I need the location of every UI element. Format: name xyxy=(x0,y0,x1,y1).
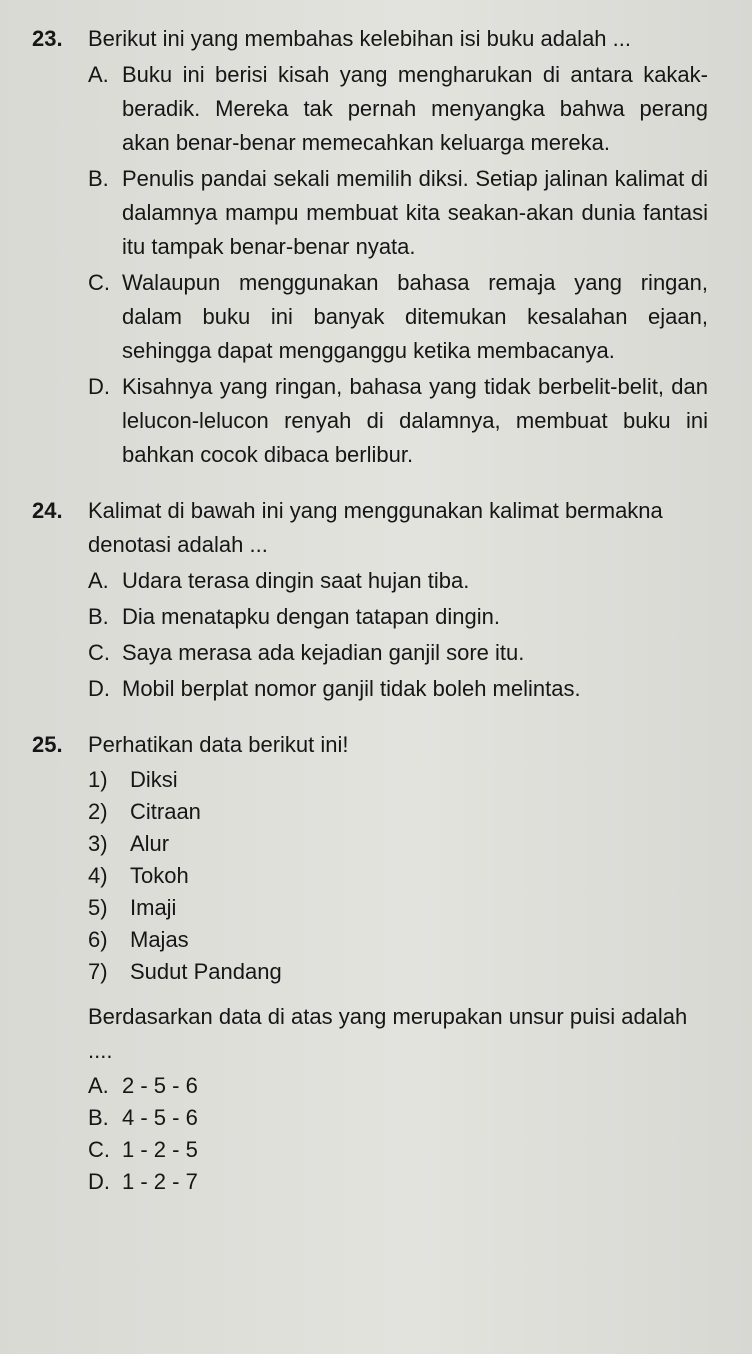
option-b xyxy=(88,600,708,634)
question-24 xyxy=(32,494,724,706)
option-letter: A. xyxy=(88,1073,109,1098)
option-text: Penulis pandai sekali memilih diksi. Setiap jalinan kalimat di dalamnya mampu membuat kita seakan-akan dunia fantasi itu tampak benar-benar nyata. xyxy=(122,166,708,259)
question-number: 25. xyxy=(32,732,63,757)
option-letter: A. xyxy=(88,568,109,593)
option-letter: D. xyxy=(88,676,110,701)
list-number: 3) xyxy=(88,831,108,856)
question-number: 24. xyxy=(32,498,63,523)
list-item xyxy=(88,956,708,988)
option-text: Udara terasa dingin saat hujan tiba. xyxy=(122,568,470,593)
question-25 xyxy=(32,728,724,1198)
list-number: 1) xyxy=(88,767,108,792)
option-d xyxy=(88,1166,708,1198)
question-prompt: Berdasarkan data di atas yang merupakan unsur puisi adalah .... xyxy=(88,1004,688,1063)
list-number: 4) xyxy=(88,863,108,888)
list-text: Tokoh xyxy=(130,863,189,888)
question-text: Kalimat di bawah ini yang menggunakan kalimat bermakna denotasi adalah ... xyxy=(88,498,663,557)
list-item xyxy=(88,892,708,924)
list-item xyxy=(88,924,708,956)
list-text: Majas xyxy=(130,927,189,952)
list-text: Diksi xyxy=(130,767,178,792)
option-letter: B. xyxy=(88,166,109,191)
option-letter: C. xyxy=(88,640,110,665)
option-letter: C. xyxy=(88,1137,110,1162)
list-item xyxy=(88,764,708,796)
option-d xyxy=(88,370,708,472)
option-d xyxy=(88,672,708,706)
option-text: Mobil berplat nomor ganjil tidak boleh melintas. xyxy=(122,676,581,701)
list-number: 2) xyxy=(88,799,108,824)
question-text: Perhatikan data berikut ini! xyxy=(88,732,349,757)
question-text: Berikut ini yang membahas kelebihan isi buku adalah ... xyxy=(88,26,631,51)
option-b xyxy=(88,1102,708,1134)
question-number: 23. xyxy=(32,26,63,51)
option-letter: D. xyxy=(88,1169,110,1194)
data-list xyxy=(88,764,708,988)
option-c xyxy=(88,266,708,368)
answer-options xyxy=(88,1070,708,1198)
list-text: Citraan xyxy=(130,799,201,824)
option-text: 1 - 2 - 5 xyxy=(122,1137,198,1162)
list-number: 7) xyxy=(88,959,108,984)
option-letter: B. xyxy=(88,1105,109,1130)
option-c xyxy=(88,636,708,670)
option-text: 4 - 5 - 6 xyxy=(122,1105,198,1130)
option-text: 1 - 2 - 7 xyxy=(122,1169,198,1194)
list-item xyxy=(88,796,708,828)
option-c xyxy=(88,1134,708,1166)
option-letter: A. xyxy=(88,62,109,87)
option-letter: D. xyxy=(88,374,110,399)
list-item xyxy=(88,828,708,860)
option-a xyxy=(88,564,708,598)
option-a xyxy=(88,58,708,160)
answer-options xyxy=(88,564,708,706)
option-text: Walaupun menggunakan bahasa remaja yang ringan, dalam buku ini banyak ditemukan kesalahan ejaan, sehingga dapat mengganggu ketika membacanya. xyxy=(122,270,708,363)
option-text: Buku ini berisi kisah yang mengharukan di antara kakak-beradik. Mereka tak pernah menyangka bahwa perang akan benar-benar memecahkan keluarga mereka. xyxy=(122,62,708,155)
question-23 xyxy=(32,22,724,472)
list-number: 6) xyxy=(88,927,108,952)
list-text: Imaji xyxy=(130,895,177,920)
answer-options xyxy=(88,58,708,472)
option-letter: B. xyxy=(88,604,109,629)
list-number: 5) xyxy=(88,895,108,920)
option-text: 2 - 5 - 6 xyxy=(122,1073,198,1098)
list-item xyxy=(88,860,708,892)
option-text: Kisahnya yang ringan, bahasa yang tidak berbelit-belit, dan lelucon-lelucon renyah di dalamnya, membuat buku ini bahkan cocok dibaca berlibur. xyxy=(122,374,708,467)
option-a xyxy=(88,1070,708,1102)
option-text: Saya merasa ada kejadian ganjil sore itu. xyxy=(122,640,525,665)
option-text: Dia menatapku dengan tatapan dingin. xyxy=(122,604,500,629)
option-letter: C. xyxy=(88,270,110,295)
option-b xyxy=(88,162,708,264)
list-text: Sudut Pandang xyxy=(130,959,282,984)
list-text: Alur xyxy=(130,831,170,856)
